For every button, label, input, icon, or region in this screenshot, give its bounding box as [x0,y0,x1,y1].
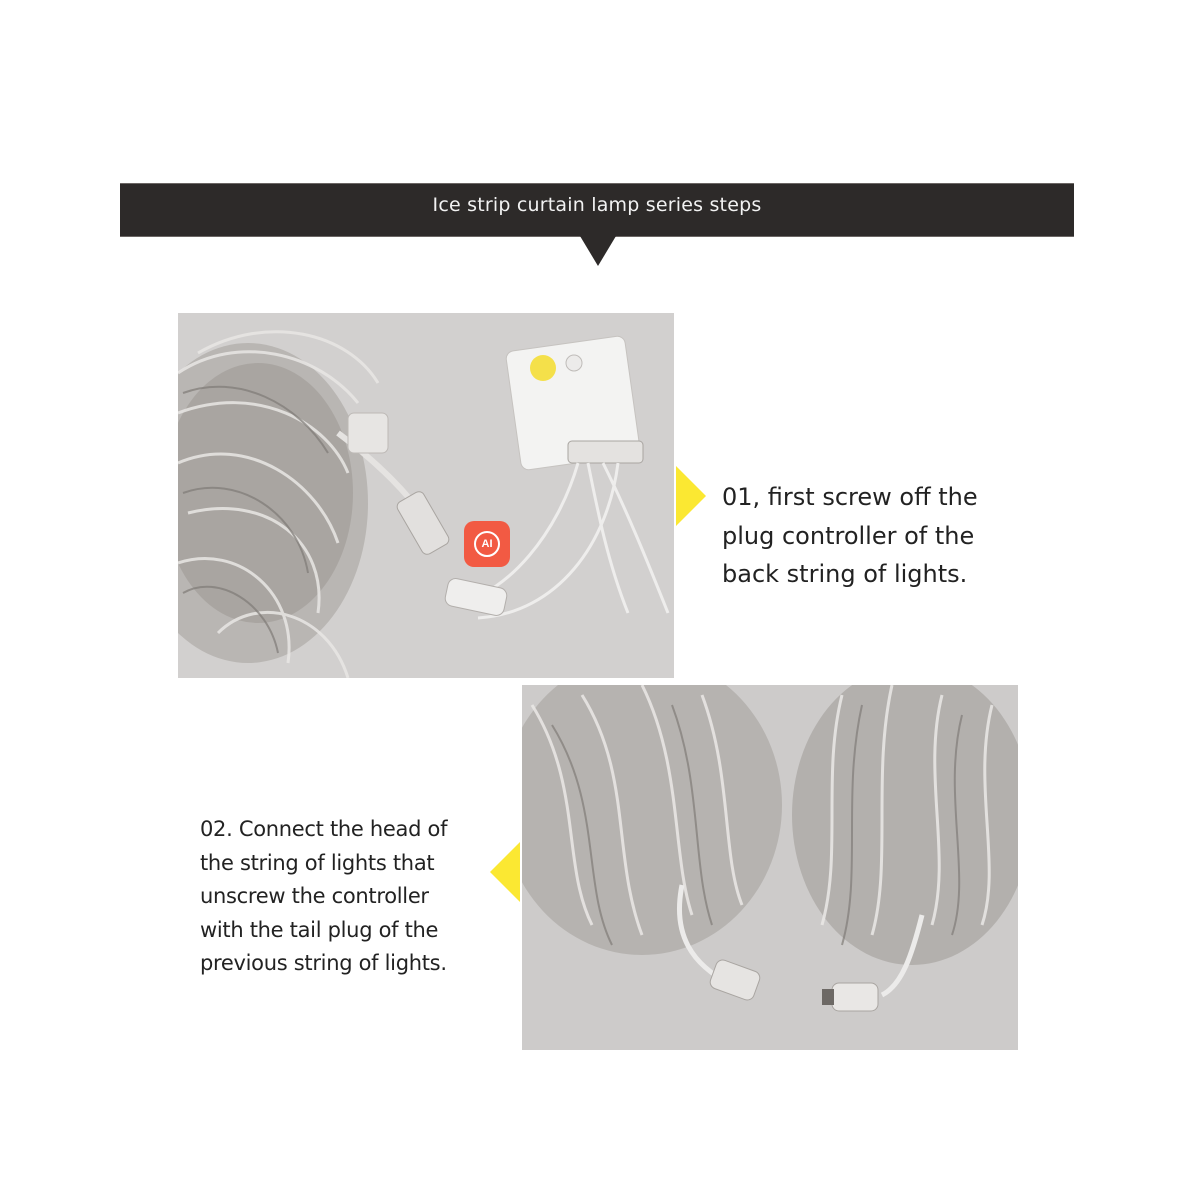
step-2-photo-illustration [522,685,1018,1050]
step-1-text: 01, first screw off the plug controller of the back string of lights. [722,483,978,588]
step-2-photo [522,685,1018,1050]
arrow-right-icon [676,466,706,526]
banner-pointer-icon [580,236,616,266]
ai-badge-label: AI [474,531,500,557]
step-1-photo [178,313,674,678]
arrow-left-icon [490,842,520,902]
banner-title: Ice strip curtain lamp series steps [432,194,762,216]
step-1-photo-illustration [178,313,674,678]
step-2-text: 02. Connect the head of the string of lights that unscrew the controller with the tail plug of the previous string of lights. [200,817,448,975]
ai-badge-icon[interactable] [464,521,510,567]
header-banner [120,183,1074,237]
